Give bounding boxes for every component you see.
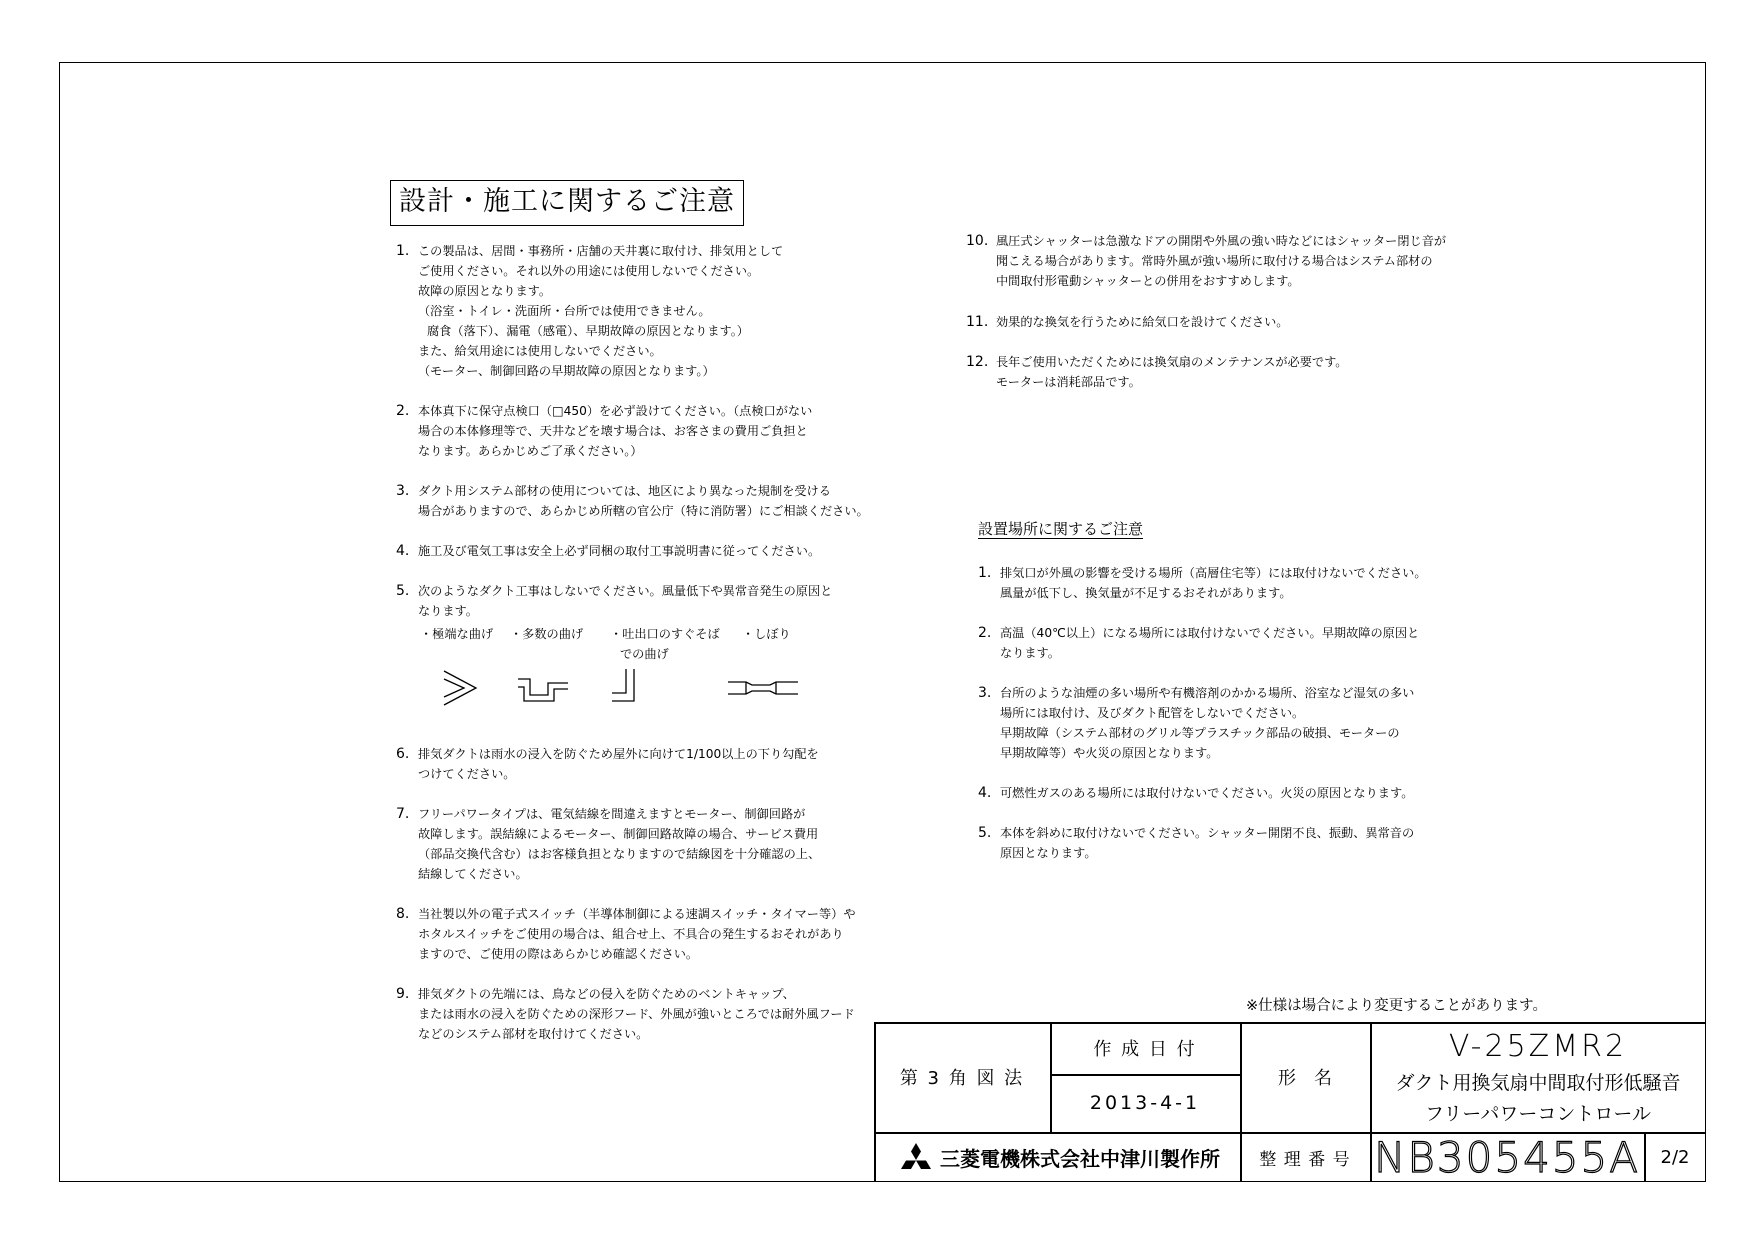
duct-label-near-outlet-2: での曲げ	[620, 647, 669, 661]
note-text: 場合がありますので、あらかじめ所轄の官公庁（特に消防署）にご相談ください。	[418, 504, 869, 518]
note-text: なります。	[1000, 646, 1060, 660]
mitsubishi-logo-icon	[898, 1142, 934, 1174]
note-number: 3.	[396, 483, 410, 499]
note-text: 排気口が外風の影響を受ける場所（高層住宅等）には取付けないでください。	[1000, 566, 1427, 580]
company-name: 三菱電機株式会社中津川製作所	[940, 1147, 1220, 1171]
duct-label-many-bends: ・多数の曲げ	[510, 627, 584, 641]
note-text: （モーター、制御回路の早期故障の原因となります。）	[418, 364, 715, 378]
note-number: 10.	[966, 233, 989, 249]
constriction-diagram	[728, 682, 798, 694]
note-text: フリーパワータイプは、電気結線を間違えますとモーター、制御回路が	[418, 807, 806, 821]
many-bends-diagram	[518, 679, 568, 701]
note-text: 効果的な換気を行うために給気口を設けてください。	[996, 315, 1289, 329]
extreme-bend-diagram	[444, 671, 476, 705]
section-title: 設計・施工に関するご注意	[390, 180, 744, 226]
note-text: つけてください。	[418, 767, 516, 781]
note-text: 風圧式シャッターは急激なドアの開閉や外風の強い時などにはシャッター閉じ音が	[996, 234, 1447, 248]
note-text: 故障します。誤結線によるモーター、制御回路故障の場合、サービス費用	[418, 827, 819, 841]
design-note-item	[396, 401, 812, 461]
duct-diagrams	[430, 665, 810, 715]
note-number: 4.	[396, 543, 410, 559]
note-number: 1.	[396, 243, 410, 259]
projection-method: 第 3 角 図 法	[899, 1068, 1025, 1089]
note-text: 本体を斜めに取付けないでください。シャッター開閉不良、振動、異常音の	[1000, 826, 1415, 840]
page-number: 2/2	[1660, 1147, 1690, 1168]
note-number: 9.	[396, 986, 410, 1002]
note-text: 場所には取付け、及びダクト配管をしないでください。	[1000, 706, 1305, 720]
design-note-item	[966, 352, 1348, 392]
note-text: 次のようなダクト工事はしないでください。風量低下や異常音発生の原因と	[418, 584, 833, 598]
note-number: 5.	[978, 825, 992, 841]
note-text: ご使用ください。それ以外の用途には使用しないでください。	[418, 264, 760, 278]
reference-label: 整 理 番 号	[1259, 1150, 1351, 1170]
design-note-item	[396, 984, 855, 1044]
note-text: 可燃性ガスのある場所には取付けないでください。火災の原因となります。	[1000, 786, 1414, 800]
title-block	[874, 1022, 1706, 1182]
location-notes-item	[978, 563, 1427, 603]
note-text: 聞こえる場合があります。常時外風が強い場所に取付ける場合はシステム部材の	[996, 254, 1433, 268]
model-label: 形 名	[1278, 1068, 1332, 1089]
note-text: なります。	[418, 604, 478, 618]
note-text: ダクト用システム部材の使用については、地区により異なった規制を受ける	[418, 484, 831, 498]
note-text: 長年ご使用いただくためには換気扇のメンテナンスが必要です。	[996, 355, 1348, 369]
design-note-item	[396, 804, 820, 884]
model-description: ダクト用換気扇中間取付形低騒音	[1395, 1071, 1681, 1094]
note-number: 2.	[978, 625, 992, 641]
reference-number: NB305455A	[1374, 1133, 1640, 1182]
design-note-item	[396, 481, 869, 521]
note-text: 原因となります。	[1000, 846, 1097, 860]
note-number: 8.	[396, 906, 410, 922]
location-notes-item	[978, 623, 1419, 663]
note-number: 5.	[396, 583, 410, 599]
note-number: 1.	[978, 565, 992, 581]
note-text: 故障の原因となります。	[418, 284, 552, 298]
date-label: 作 成 日 付	[1093, 1039, 1197, 1060]
creation-date: 2013-4-1	[1089, 1092, 1201, 1114]
note-text: ホタルスイッチをご使用の場合は、組合せ上、不具合の発生するおそれがあり	[418, 927, 844, 941]
design-note-item	[396, 241, 783, 381]
location-notes-item	[978, 783, 1413, 803]
note-text: 結線してください。	[418, 867, 528, 881]
design-note-item	[396, 581, 832, 621]
note-text: または雨水の浸入を防ぐための深形フード、外風が強いところでは耐外風フード	[418, 1007, 855, 1021]
note-number: 4.	[978, 785, 992, 801]
spec-change-disclaimer: ※仕様は場合により変更することがあります。	[1246, 998, 1547, 1014]
model-number: V-25ZMR2	[1448, 1028, 1628, 1064]
location-notes-item	[978, 683, 1414, 763]
note-text: （浴室・トイレ・洗面所・台所では使用できません。	[418, 304, 711, 318]
company-block	[878, 1133, 1240, 1182]
note-text: などのシステム部材を取付けてください。	[418, 1027, 649, 1041]
note-text: 施工及び電気工事は安全上必ず同梱の取付工事説明書に従ってください。	[418, 544, 821, 558]
design-note-item	[966, 312, 1289, 332]
design-note-item	[966, 231, 1446, 291]
note-text: 当社製以外の電子式スイッチ（半導体制御による速調スイッチ・タイマー等）や	[418, 907, 856, 921]
note-text: この製品は、居間・事務所・店舗の天井裏に取付け、排気用として	[418, 244, 784, 258]
note-number: 11.	[966, 314, 989, 330]
note-text: ますので、ご使用の際はあらかじめ確認ください。	[418, 947, 699, 961]
note-text: 本体真下に保守点検口（□450）を必ず設けてください。（点検口がない	[418, 404, 813, 418]
duct-label-extreme-bend: ・極端な曲げ	[420, 627, 494, 641]
model-description-2: フリーパワーコントロール	[1425, 1102, 1651, 1125]
note-number: 12.	[966, 354, 989, 370]
note-number: 2.	[396, 403, 410, 419]
note-text: 中間取付形電動シャッターとの併用をおすすめします。	[996, 274, 1300, 288]
design-note-item	[396, 541, 820, 561]
design-note-item	[396, 744, 819, 784]
note-text: 排気ダクトは雨水の浸入を防ぐため屋外に向けて1/100以上の下り勾配を	[418, 747, 819, 761]
near-outlet-bend-diagram	[612, 669, 634, 701]
duct-label-constriction: ・しぼり	[742, 627, 791, 641]
note-text: 高温（40℃以上）になる場所には取付けないでください。早期故障の原因と	[1000, 626, 1420, 640]
note-text: 風量が低下し、換気量が不足するおそれがあります。	[1000, 586, 1292, 600]
note-text: 場合の本体修理等で、天井などを壊す場合は、お客さまの費用ご負担と	[418, 424, 808, 438]
note-text: 早期故障（システム部材のグリル等プラスチック部品の破損、モーターの	[1000, 726, 1400, 740]
note-text: なります。あらかじめご了承ください。）	[418, 444, 643, 458]
note-text: （部品交換代含む）はお客様負担となりますので結線図を十分確認の上、	[418, 847, 821, 861]
note-text: 排気ダクトの先端には、鳥などの侵入を防ぐためのベントキャップ、	[418, 987, 795, 1001]
design-note-item	[396, 904, 856, 964]
note-number: 6.	[396, 746, 410, 762]
note-text: また、給気用途には使用しないでください。	[418, 344, 662, 358]
note-text: 腐食（落下）、漏電（感電）、早期故障の原因となります。）	[427, 324, 749, 338]
note-number: 3.	[978, 685, 992, 701]
note-text: 台所のような油煙の多い場所や有機溶剤のかかる場所、浴室など湿気の多い	[1000, 686, 1415, 700]
location-notes-item	[978, 823, 1414, 863]
note-text: 早期故障等）や火災の原因となります。	[1000, 746, 1219, 760]
note-number: 7.	[396, 806, 410, 822]
duct-label-near-outlet: ・吐出口のすぐそば	[610, 627, 720, 641]
location-section-title: 設置場所に関するご注意	[978, 520, 1144, 538]
note-text: モーターは消耗部品です。	[996, 375, 1141, 389]
